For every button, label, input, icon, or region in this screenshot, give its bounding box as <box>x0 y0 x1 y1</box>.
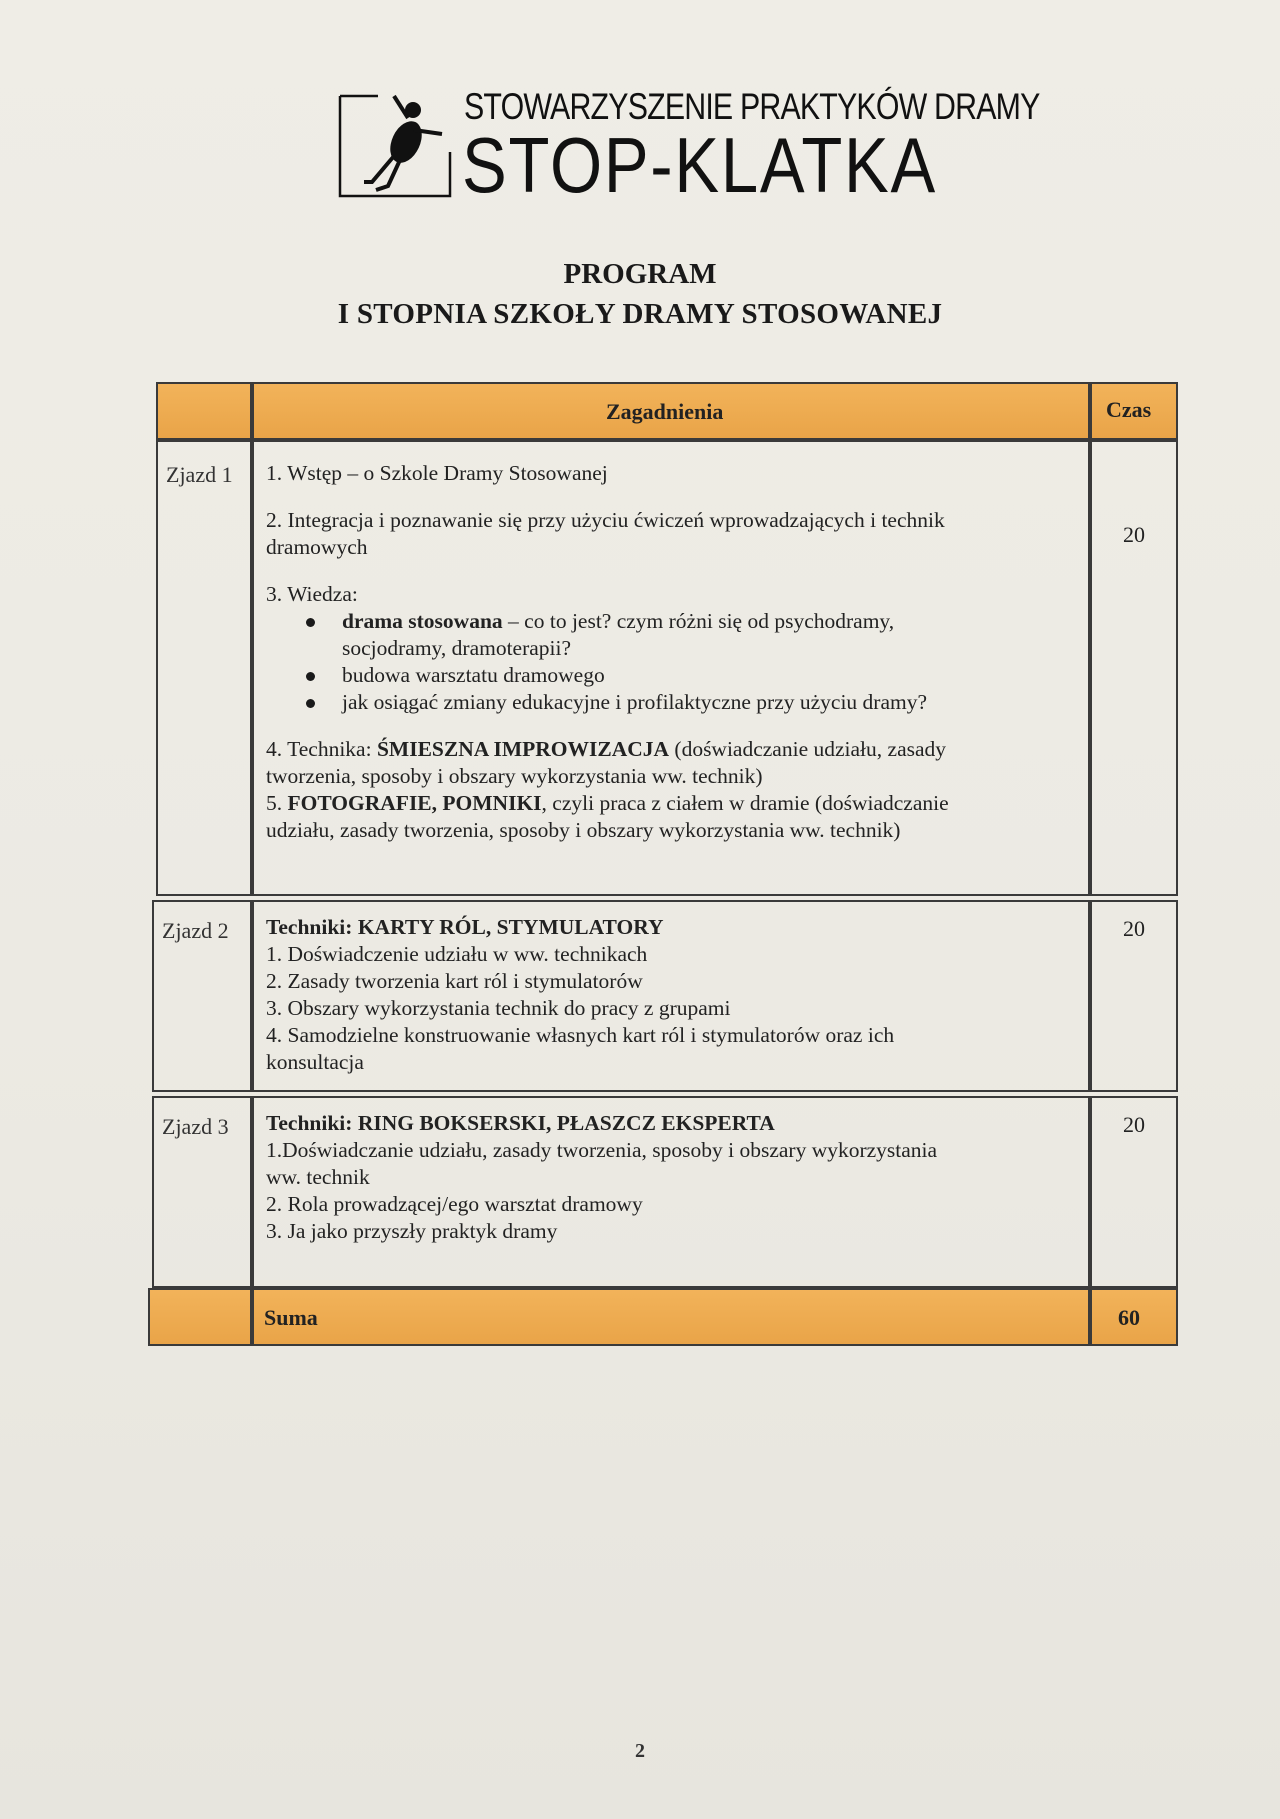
row2-heading-prefix: Techniki: <box>266 915 358 939</box>
header-topic-cell <box>252 382 1090 440</box>
footer-sum-cell <box>252 1288 1090 1346</box>
logo-subtitle: STOWARZYSZENIE PRAKTYKÓW DRAMY <box>464 86 1040 127</box>
row3-label: Zjazd 3 <box>162 1114 229 1139</box>
row2-content <box>266 914 1086 1076</box>
document-title: PROGRAM <box>563 258 717 290</box>
row1-item-3: 3. Wiedza: <box>266 582 358 606</box>
row1-item-2-cont: dramowych <box>266 535 368 559</box>
row1-bullet-2: budowa warsztatu dramowego <box>266 662 1086 689</box>
bullet-1-text: – co to jest? czym różni się od psychodramy, <box>502 609 895 633</box>
row1-content-cell <box>252 440 1090 896</box>
item-4-text: (doświadczanie udziału, zasady <box>669 737 947 761</box>
row1-item-1: 1. Wstęp – o Szkole Dramy Stosowanej <box>266 461 608 485</box>
row3-heading-bold: RING BOKSERSKI, PŁASZCZ EKSPERTA <box>357 1111 775 1135</box>
row1-item-4-cont: tworzenia, sposoby i obszary wykorzystania ww. technik) <box>266 764 763 788</box>
row3-content-cell <box>252 1096 1090 1288</box>
row2-content-cell <box>252 900 1090 1092</box>
logo-name: STOP-KLATKA <box>462 121 937 209</box>
row1-item-4 <box>266 736 1086 763</box>
row3-content <box>266 1110 1086 1245</box>
row1-time: 20 <box>1123 522 1145 547</box>
row1-item-5 <box>266 790 1086 817</box>
row3-item-2: 2. Rola prowadzącej/ego warsztat dramowy <box>266 1192 643 1216</box>
footer-total-cell <box>1090 1288 1178 1346</box>
row1-label: Zjazd 1 <box>166 462 233 487</box>
dancing-figure-logo-icon <box>338 90 452 198</box>
row1-content <box>266 460 1086 844</box>
row2-item-4: 4. Samodzielne konstruowanie własnych kart ról i stymulatorów oraz ich <box>266 1023 895 1047</box>
footer-total: 60 <box>1118 1305 1140 1330</box>
header-time: Czas <box>1106 397 1152 422</box>
row1-bullet-1 <box>266 608 1086 635</box>
item-5-text: , czyli praca z ciałem w dramie (doświadczanie <box>541 791 949 815</box>
row2-heading <box>266 914 1086 941</box>
row3-item-1: 1.Doświadczanie udziału, zasady tworzenia, sposoby i obszary wykorzystania <box>266 1138 938 1162</box>
header-label-cell <box>156 382 252 440</box>
row1-item-5-cont: udziału, zasady tworzenia, sposoby i obszary wykorzystania ww. technik) <box>266 818 901 842</box>
row3-item-1-cont: ww. technik <box>266 1165 370 1189</box>
row1-bullet-3: jak osiągać zmiany edukacyjne i profilaktyczne przy użyciu dramy? <box>266 689 1086 716</box>
header-topic: Zagadnienia <box>606 399 724 424</box>
row3-label-cell <box>152 1096 252 1288</box>
row2-item-4-cont: konsultacja <box>266 1050 364 1074</box>
header-time-cell <box>1090 382 1178 440</box>
row3-heading <box>266 1110 1086 1137</box>
row2-label-cell <box>152 900 252 1092</box>
page-number: 2 <box>635 1740 645 1762</box>
row2-item-3: 3. Obszary wykorzystania technik do pracy z grupami <box>266 996 731 1020</box>
row1-time-cell <box>1090 440 1178 896</box>
footer-sum-label: Suma <box>264 1305 318 1330</box>
row1-item-2: 2. Integracja i poznawanie się przy użyciu ćwiczeń wprowadzających i technik <box>266 508 945 532</box>
item-5-bold: FOTOGRAFIE, POMNIKI <box>287 791 542 815</box>
item-5-prefix: 5. <box>266 791 288 815</box>
item-4-bold: ŚMIESZNA IMPROWIZACJA <box>376 737 670 761</box>
row3-item-3: 3. Ja jako przyszły praktyk dramy <box>266 1219 558 1243</box>
bullet-1-bold: drama stosowana <box>342 609 503 633</box>
row1-label-cell <box>156 440 252 896</box>
row2-item-1: 1. Doświadczenie udziału w ww. technikach <box>266 942 648 966</box>
item-4-prefix: 4. Technika: <box>266 737 377 761</box>
program-table <box>148 378 1176 1348</box>
row2-time-cell <box>1090 900 1178 1092</box>
row2-time: 20 <box>1123 916 1145 941</box>
row2-heading-bold: KARTY RÓL, STYMULATORY <box>357 915 664 939</box>
organization-logo <box>338 86 1040 209</box>
row3-time-cell <box>1090 1096 1178 1288</box>
document-subtitle: I STOPNIA SZKOŁY DRAMY STOSOWANEJ <box>337 298 943 330</box>
row2-item-2: 2. Zasady tworzenia kart ról i stymulatorów <box>266 969 643 993</box>
row1-bullet-1-cont: socjodramy, dramoterapii? <box>342 636 572 660</box>
row3-heading-prefix: Techniki: <box>266 1111 358 1135</box>
row3-time: 20 <box>1123 1112 1145 1137</box>
footer-label-cell <box>148 1288 252 1346</box>
row2-label: Zjazd 2 <box>162 918 229 943</box>
